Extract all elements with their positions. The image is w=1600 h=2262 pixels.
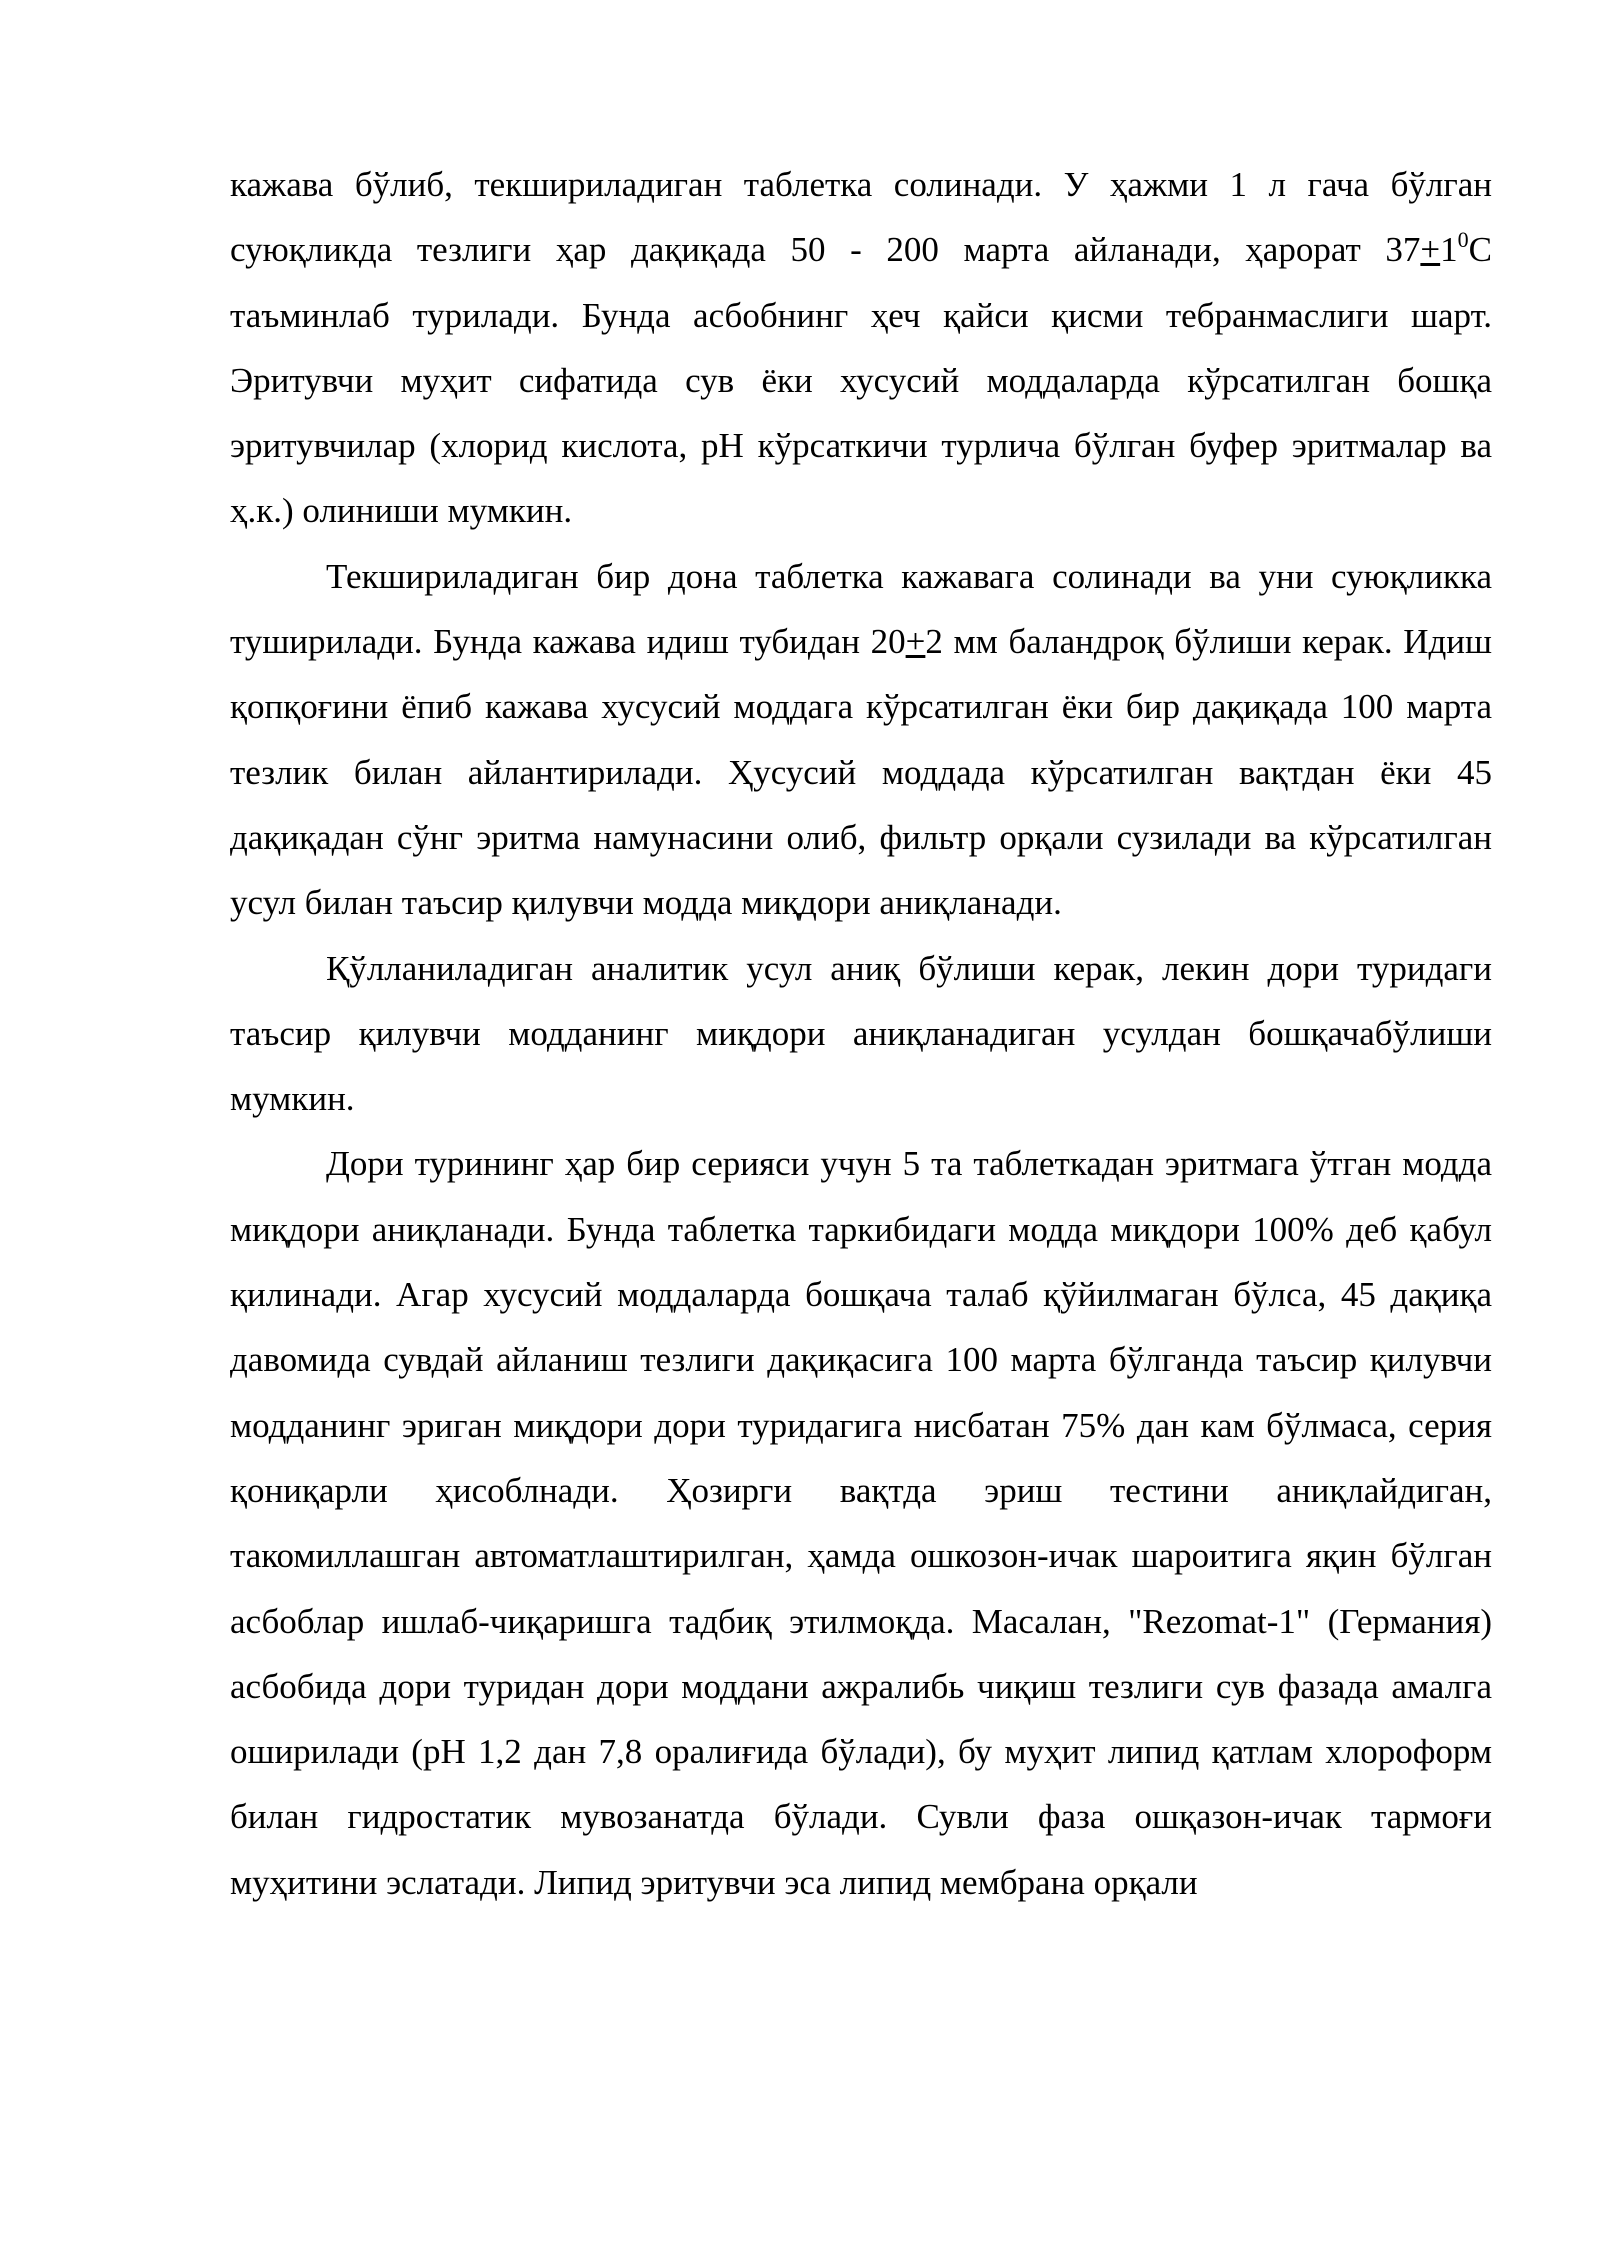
paragraph-4: Дори турининг ҳар бир серияси учун 5 та таблеткадан эритмага ўтган модда миқдори аниқланади. Бунда таблетка таркибидаги модда миқдори 100% деб қабул қилинади. Агар хусусий моддаларда бошқача талаб қўйилмаган бўлса, 45 дақиқа давомида сувдай айланиш тезлиги дақиқасига 100 марта бўлганда таъсир қилувчи модданинг эриган миқдори дори туридагига нисбатан 75% дан кам бўлмаса, серия қониқарли ҳисоблнади. Ҳозирги вақтда эриш тестини аниқлайдиган, такомиллашган автоматлаштирилган, ҳамда ошкозон-ичак шароитига яқин бўлган асбоблар ишлаб-чиқаришга тадбиқ этилмоқда. Масалан, "Rezomat-1" (Германия) асбобида дори туридан дори моддани ажралибь чиқиш тезлиги сув фазада амалга оширилади (рН 1,2 дан 7,8 оралиғида бўлади), бу муҳит липид қатлам хлороформ билан гидростатик мувозанатда бўлади. Сувли фаза ошқазон-ичак тармоғи муҳитини эслатади. Липид эритувчи эса липид мембрана орқали xyxy=(230,1144,1492,1902)
paragraph-2-text-a: Текшириладиган бир дона таблетка кажавага солинади ва уни суюқликка туширилади. Бунда кажава идиш тубидан 20 xyxy=(230,556,1492,662)
temperature-tolerance: 1 xyxy=(1440,230,1458,270)
degree-superscript: 0 xyxy=(1457,227,1469,253)
paragraph-2-text-b: 2 мм баландроқ бўлиши керак. Идиш қопқоғини ёпиб кажава хусусий моддага кўрсатилган ёки бир дақиқада 100 марта тезлик билан айлантирилади. Ҳусусий моддада кўрсатилган вақтдан ёки 45 дақиқадан сўнг эритма намунасини олиб, фильтр орқали сузилади ва кўрсатилган усул билан таъсир қилувчи модда миқдори аниқланади. xyxy=(230,622,1492,923)
paragraph-1 xyxy=(230,152,1492,544)
plus-minus-sign: + xyxy=(905,622,926,662)
paragraph-1-text-a: кажава бўлиб, текшириладиган таблетка солинади. У ҳажми 1 л гача бўлган суюқликда тезлиги ҳар дақиқада 50 - 200 марта айланади, ҳарорат 37 xyxy=(230,165,1492,270)
plus-minus-sign: + xyxy=(1420,230,1441,270)
paragraph-2 xyxy=(230,544,1492,936)
document-page xyxy=(230,152,1492,1915)
paragraph-3: Қўлланиладиган аналитик усул аниқ бўлиши керак, лекин дори туридаги таъсир қилувчи модданинг миқдори аниқланадиган усулдан бошқачабўлиши мумкин. xyxy=(230,948,1492,1119)
paragraph-1-text-c: С таъминлаб турилади. Бунда асбобнинг ҳеч қайси қисми тебранмаслиги шарт. Эритувчи муҳит сифатида сув ёки хусусий моддаларда кўрсатилган бошқа эритувчилар (хлорид кислота, рН кўрсаткичи турлича бўлган буфер эритмалар ва ҳ.к.) олиниши мумкин. xyxy=(230,230,1492,531)
